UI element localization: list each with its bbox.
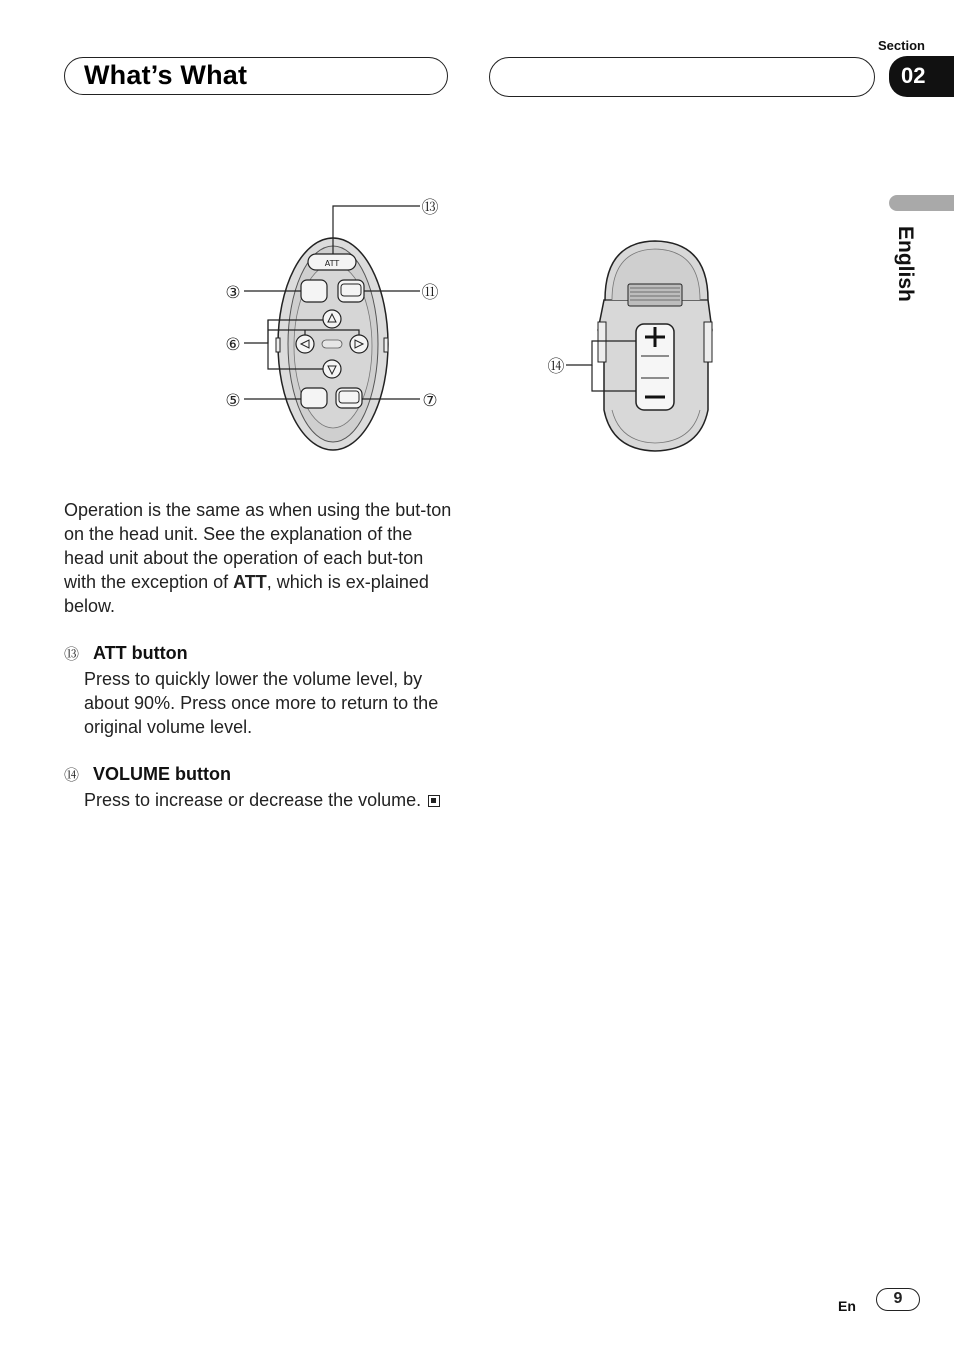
remote-side-volume-illustration — [540, 235, 730, 460]
item-title: ATT button — [93, 643, 188, 663]
item-title: VOLUME button — [93, 764, 231, 784]
callout-13: ⑬ — [421, 198, 439, 218]
footer-language-code: En — [838, 1298, 856, 1314]
callout-7: ⑦ — [422, 391, 438, 411]
page-number: 9 — [876, 1288, 920, 1311]
callout-14: ⑭ — [547, 357, 565, 377]
item-volume — [64, 762, 454, 812]
att-inline: ATT — [233, 572, 267, 592]
callout-11: ⑪ — [421, 283, 439, 303]
section-label: Section — [878, 38, 925, 53]
end-mark-icon — [428, 795, 440, 807]
header-right-frame — [489, 57, 875, 97]
section-number-badge: 02 — [889, 56, 954, 97]
item-number: ⑬ — [64, 646, 80, 663]
language-label: English — [894, 226, 917, 302]
page-title: What’s What — [84, 60, 248, 90]
callout-5: ⑤ — [225, 391, 241, 411]
item-att — [64, 641, 454, 739]
att-button-label: ATT — [324, 259, 340, 268]
callout-3: ③ — [225, 283, 241, 303]
language-tab — [889, 195, 954, 211]
item-number: ⑭ — [64, 767, 80, 784]
main-text — [64, 498, 454, 812]
remote-control-illustration — [210, 190, 470, 460]
item-description: Press to increase or decrease the volume. — [84, 790, 422, 810]
item-description: Press to quickly lower the volume level, by about 90%. Press once more to return to the original volume level. — [84, 669, 439, 737]
intro-paragraph: Operation is the same as when using the but-ton on the head unit. See the explanation of the head unit about the operation of each but-ton with the exception of ATT, which is ex-plained below. — [64, 500, 452, 616]
callout-6: ⑥ — [225, 335, 241, 355]
